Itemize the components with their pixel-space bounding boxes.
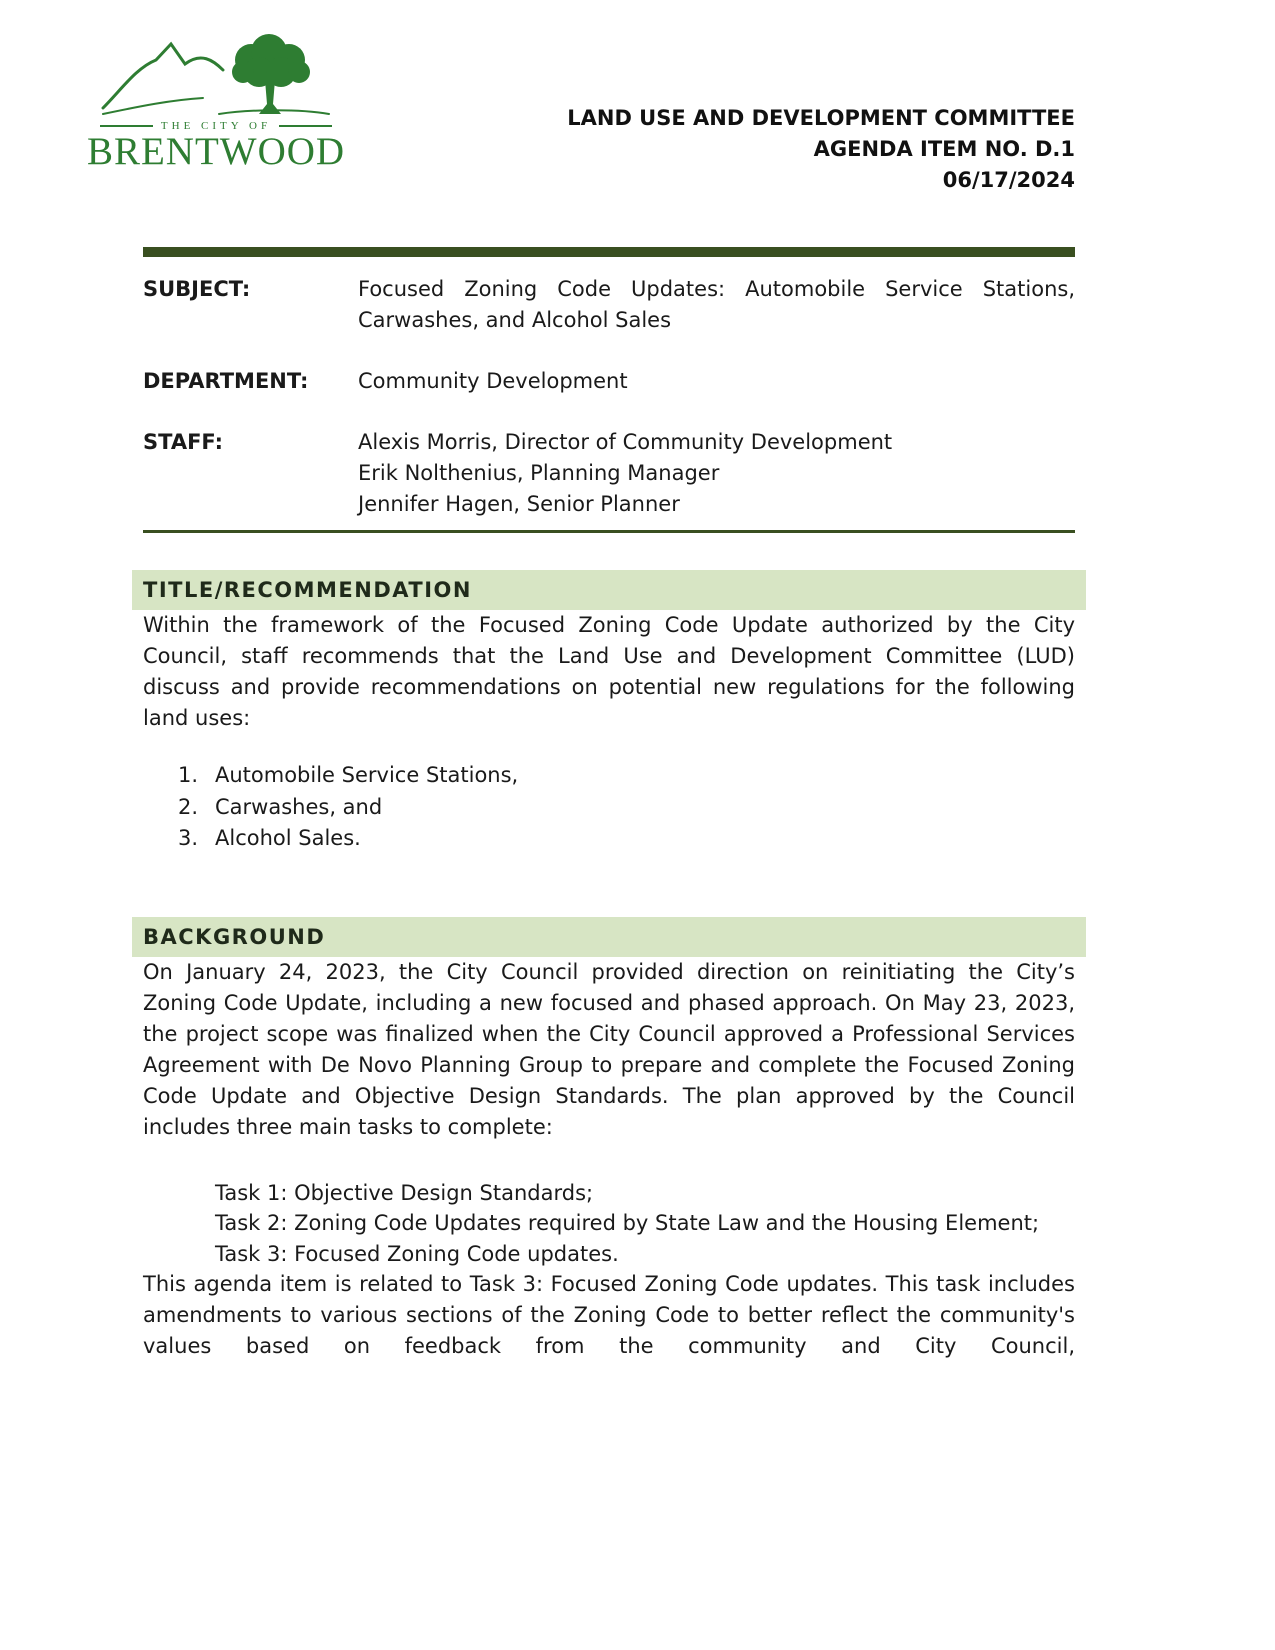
list-item-text: Automobile Service Stations, (215, 763, 519, 787)
meta-block (143, 274, 1075, 520)
committee-title: LAND USE AND DEVELOPMENT COMMITTEE (567, 106, 1075, 130)
task-item: Task 2: Zoning Code Updates required by State Law and the Housing Element; (215, 1211, 1040, 1235)
logo-rule-right (279, 125, 332, 127)
meeting-date: 06/17/2024 (942, 168, 1075, 192)
department-row (143, 366, 1075, 397)
subject-row (143, 274, 1075, 336)
list-item (178, 760, 1075, 792)
list-item-text: Alcohol Sales. (215, 826, 361, 850)
task-item: Task 1: Objective Design Standards; (215, 1180, 594, 1205)
staff-member: Alexis Morris, Director of Community Development (358, 430, 893, 454)
section-heading-title-recommendation (132, 570, 1086, 610)
document-header (0, 0, 1275, 192)
subject-label: SUBJECT: (143, 277, 251, 301)
logo-tagline: THE CITY OF (160, 120, 272, 132)
background-paragraph-1: On January 24, 2023, the City Council provided direction on reinitiating the City’s Zoning Code Update, including a new focused and phased approach. On May 23, 2023, the project scope was finalized when the City Council approved a Professional Services Agreement with De Novo Planning Group to prepare and complete the Focused Zoning Code Update and Objective Design Standards. The plan approved by the Council includes three main tasks to complete: (143, 959, 1075, 1139)
list-item-text: Carwashes, and (215, 794, 383, 819)
agenda-item-number: AGENDA ITEM NO. D.1 (813, 137, 1075, 161)
section-heading-text: BACKGROUND (143, 924, 326, 949)
department-label: DEPARTMENT: (143, 369, 309, 393)
logo-rule-left (100, 125, 153, 127)
brentwood-logo (86, 30, 346, 173)
recommendation-list (178, 760, 1075, 855)
list-item (178, 792, 1075, 824)
list-item-number: 3. (178, 826, 199, 850)
section-heading-text: TITLE/RECOMMENDATION (143, 578, 472, 602)
section-heading-background (132, 917, 1086, 957)
header-divider-bar (143, 247, 1075, 257)
staff-member: Erik Nolthenius, Planning Manager (358, 461, 720, 485)
task-list (215, 1178, 1075, 1270)
meta-divider-line (143, 530, 1075, 533)
staff-value (358, 427, 1075, 520)
title-recommendation-paragraph: Within the framework of the Focused Zoning Code Update authorized by the City Council, staff recommends that the Land Use and Development Committee (LUD) discuss and provide recommendations on potential new regulations for the following land uses: (143, 613, 1075, 730)
list-item (178, 823, 1075, 855)
subject-value: Focused Zoning Code Updates: Automobile Service Stations, Carwashes, and Alcohol Sales (358, 277, 1075, 332)
header-text-block (567, 103, 1075, 196)
logo-city-name: BRENTWOOD (86, 130, 346, 173)
task-item: Task 3: Focused Zoning Code updates. (215, 1241, 619, 1266)
list-item-number: 2. (178, 794, 199, 819)
tree-mountain-icon (101, 30, 331, 118)
staff-label: STAFF: (143, 430, 224, 454)
staff-row (143, 427, 1075, 520)
background-paragraph-2: This agenda item is related to Task 3: Focused Zoning Code updates. This task includes amendments to various sections of the Zoning Code to better reflect the community's values based on feedback from the community and City Council, (143, 1272, 1075, 1358)
staff-member: Jennifer Hagen, Senior Planner (358, 492, 680, 516)
department-value: Community Development (358, 369, 628, 393)
document-body (0, 247, 1275, 1362)
list-item-number: 1. (178, 763, 199, 787)
